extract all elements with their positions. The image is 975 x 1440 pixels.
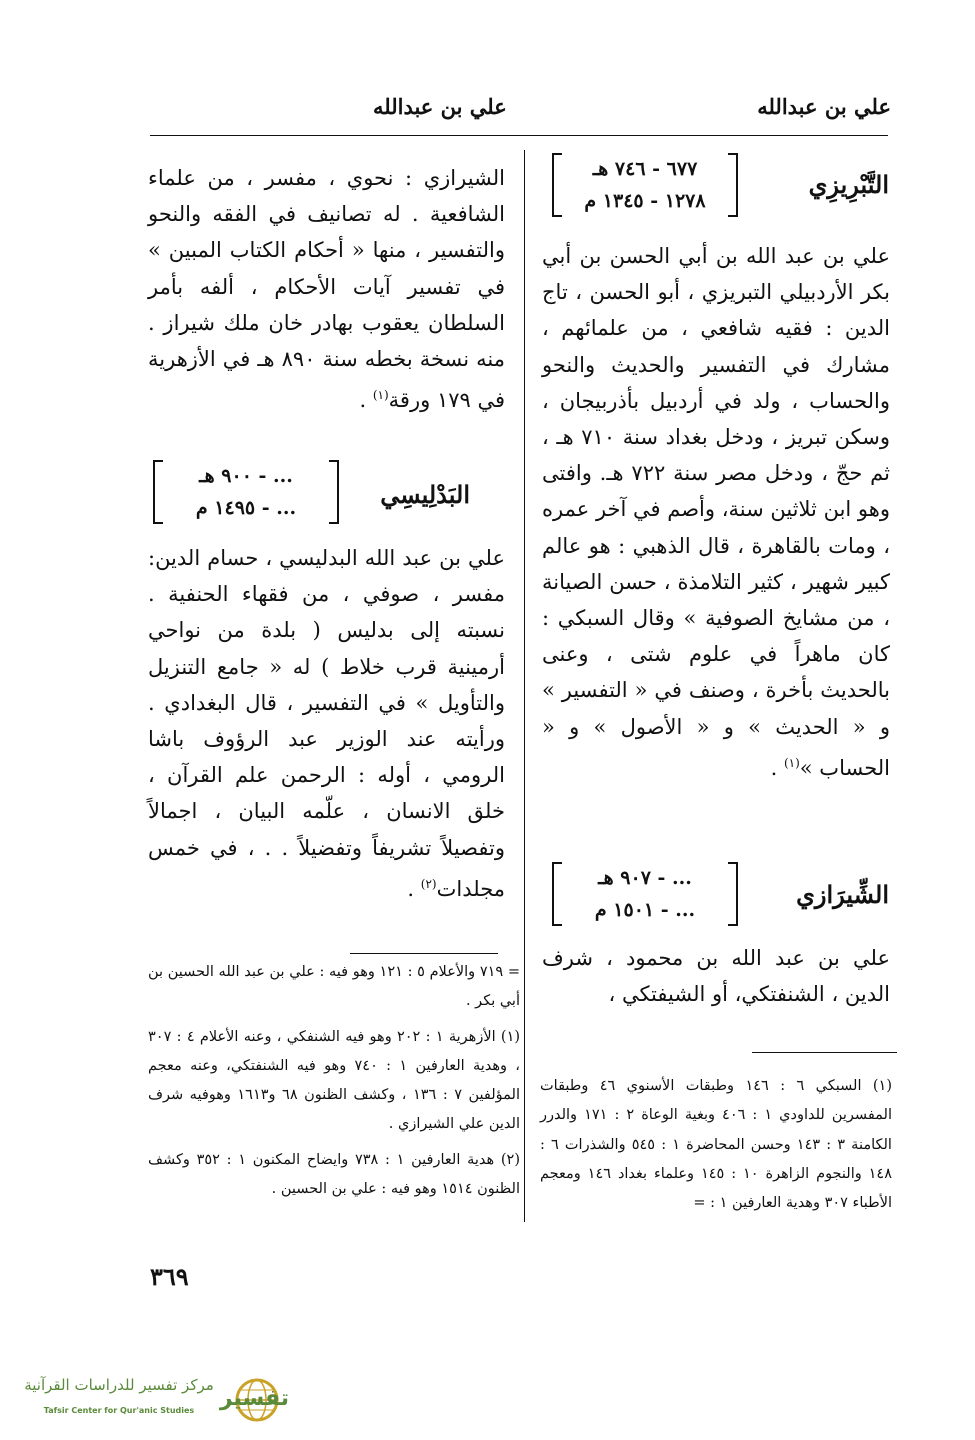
entry-body-shirazi-cont: الشيرازي : نحوي ، مفسر ، من علماء الشافعية . له تصانيف في الفقه والنحو والتفسير ، منها « أحكام الكتاب المبين » في تفسير آيات الأحكام ، ألفه بأمر السلطان يعقوب بهادر خان ملك شيراز . منه نسخة بخطه سنة ٨٩٠ هـ في الأزهرية في ١٧٩ ورقة$^{(١)}$ . — [148, 166, 505, 413]
date-hijri: ٦٧٧ - ٧٤٦ هـ — [592, 158, 698, 180]
date-gregorian: ... - ١٤٩٥ م — [195, 497, 297, 519]
publisher-logo — [15, 1372, 290, 1430]
footnote-continued: = ٧١٩ والأعلام ٥ : ١٢١ وهو فيه : علي بن عبد الله الحسين بن أبي بكر . — [148, 964, 520, 1010]
date-hijri: ... - ٩٠٠ هـ — [199, 465, 293, 487]
logo-arabic-text: مركز تفسير للدراسات القرآنية — [24, 1376, 214, 1394]
entry-title-badlisi: البَدْلِيسِي — [380, 480, 470, 509]
footnote-rule-left — [350, 953, 498, 954]
footnote-rule-right — [752, 1052, 897, 1053]
running-head-right: علي بن عبدالله — [757, 94, 891, 119]
date-gregorian: ١٢٧٨ - ١٣٤٥ م — [584, 190, 706, 212]
footnote-1: (١) الأزهرية ١ : ٢٠٢ وهو فيه الشنفكي ، وعنه الأعلام ٤ : ٣٠٧ ، وهدية العارفين ١ : ٧٤٠ وهو فيه الشنفتكي، وعنه معجم المؤلفين ٧ : ١٣٦ ، وكشف الظنون ٦٨ و١٦١٣ وهوفيه شرف الدين علي الشيرازي . — [148, 1028, 521, 1133]
entry-title-tabrizi: التَّبْرِيزِي — [808, 170, 889, 199]
footnote-ref: (١) — [783, 755, 800, 770]
entry-dates-badlisi — [153, 460, 339, 524]
footnote-ref: (١) — [372, 388, 389, 403]
footnotes-right: (١) السبكي ٦ : ١٤٦ وطبقات الأسنوي ٤٦ وطبقات المفسرين للداودي ١ : ٤٠٦ وبغية الوعاة ٢ : ١٧١ والدرر الكامنة ٣ : ١٤٣ وحسن المحاضرة ١ : ٥٤٥ والشذرات ٦ : ١٤٨ والنجوم الزاهرة ١٠ : ١٤٥ وعلماء بغداد ١٤٦ ومعجم الأطباء ٣٠٧ وهدية العارفين ١ : = — [540, 1078, 893, 1212]
footnote-2: (٢) هدية العارفين ١ : ٧٣٨ وايضاح المكنون ١ : ٣٥٢ وكشف الظنون ١٥١٤ وهو فيه : علي بن الحسين . — [148, 1151, 520, 1198]
entry-body-shirazi-start: علي بن عبد الله بن محمود ، شرف الدين ، الشنفتكي، أو الشيفتكي ، — [542, 946, 890, 1007]
logo-latin-text: Tafsir Center for Qur'anic Studies — [43, 1406, 195, 1415]
entry-dates-tabrizi — [552, 153, 738, 217]
logo-mark: تفسير — [219, 1386, 289, 1411]
entry-dates-shirazi — [552, 862, 738, 926]
footnote-ref: (٢) — [420, 876, 437, 891]
page-number: ٣٦٩ — [150, 1262, 189, 1291]
running-head-left: علي بن عبدالله — [373, 94, 507, 119]
entry-body-badlisi: علي بن عبد الله البدليسي ، حسام الدين: مفسر ، صوفي ، من فقهاء الحنفية . نسبته إلى بدليس ( بلدة من نواحي أرمينية قرب خلاط ) له « جامع التنزيل والتأويل » في التفسير ، قال البغدادي . ورأيته عند الوزير عبد الرؤوف باشا الرومي ، أوله : الرحمن علم القرآن ، خلق الانسان ، علّمه البيان ، اجمالاً وتفصيلاً تشريفاً وتفضيلاً . . ، في خمس مجلدات$^{(٢)}$ . — [148, 546, 505, 901]
entry-title-shirazi: الشِّيرَازي — [796, 880, 889, 909]
footnotes-left — [148, 958, 520, 1210]
header-rule — [150, 135, 888, 136]
column-divider — [524, 150, 525, 1222]
date-gregorian: ... - ١٥٠١ م — [594, 899, 696, 921]
entry-body-tabrizi: علي بن عبد الله بن أبي الحسن بن أبي بكر الأردبيلي التبريزي ، أبو الحسن ، تاج الدين : فقيه شافعي ، من علمائهم ، مشارك في التفسير والحديث والنحو والحساب ، ولد في أردبيل بأذربيجان ، وسكن تبريز ، ودخل بغداد سنة ٧١٠ هـ ، ثم حجّ ، ودخل مصر سنة ٧٢٢ هـ. وافتى وهو ابن ثلاثين سنة، وأصم في آخر عمره ، ومات بالقاهرة ، قال الذهبي : هو عالم كبير شهير ، كثير التلامذة ، حسن الصيانة ، من مشايخ الصوفية » وقال السبكي : كان ماهراً في علوم شتى ، وعنى بالحديث بأخرة ، وصنف في « التفسير » و « الحديث » و « الأصول » و « الحساب »$^{(١)}$ . — [542, 244, 890, 780]
date-hijri: ... - ٩٠٧ هـ — [598, 867, 692, 889]
